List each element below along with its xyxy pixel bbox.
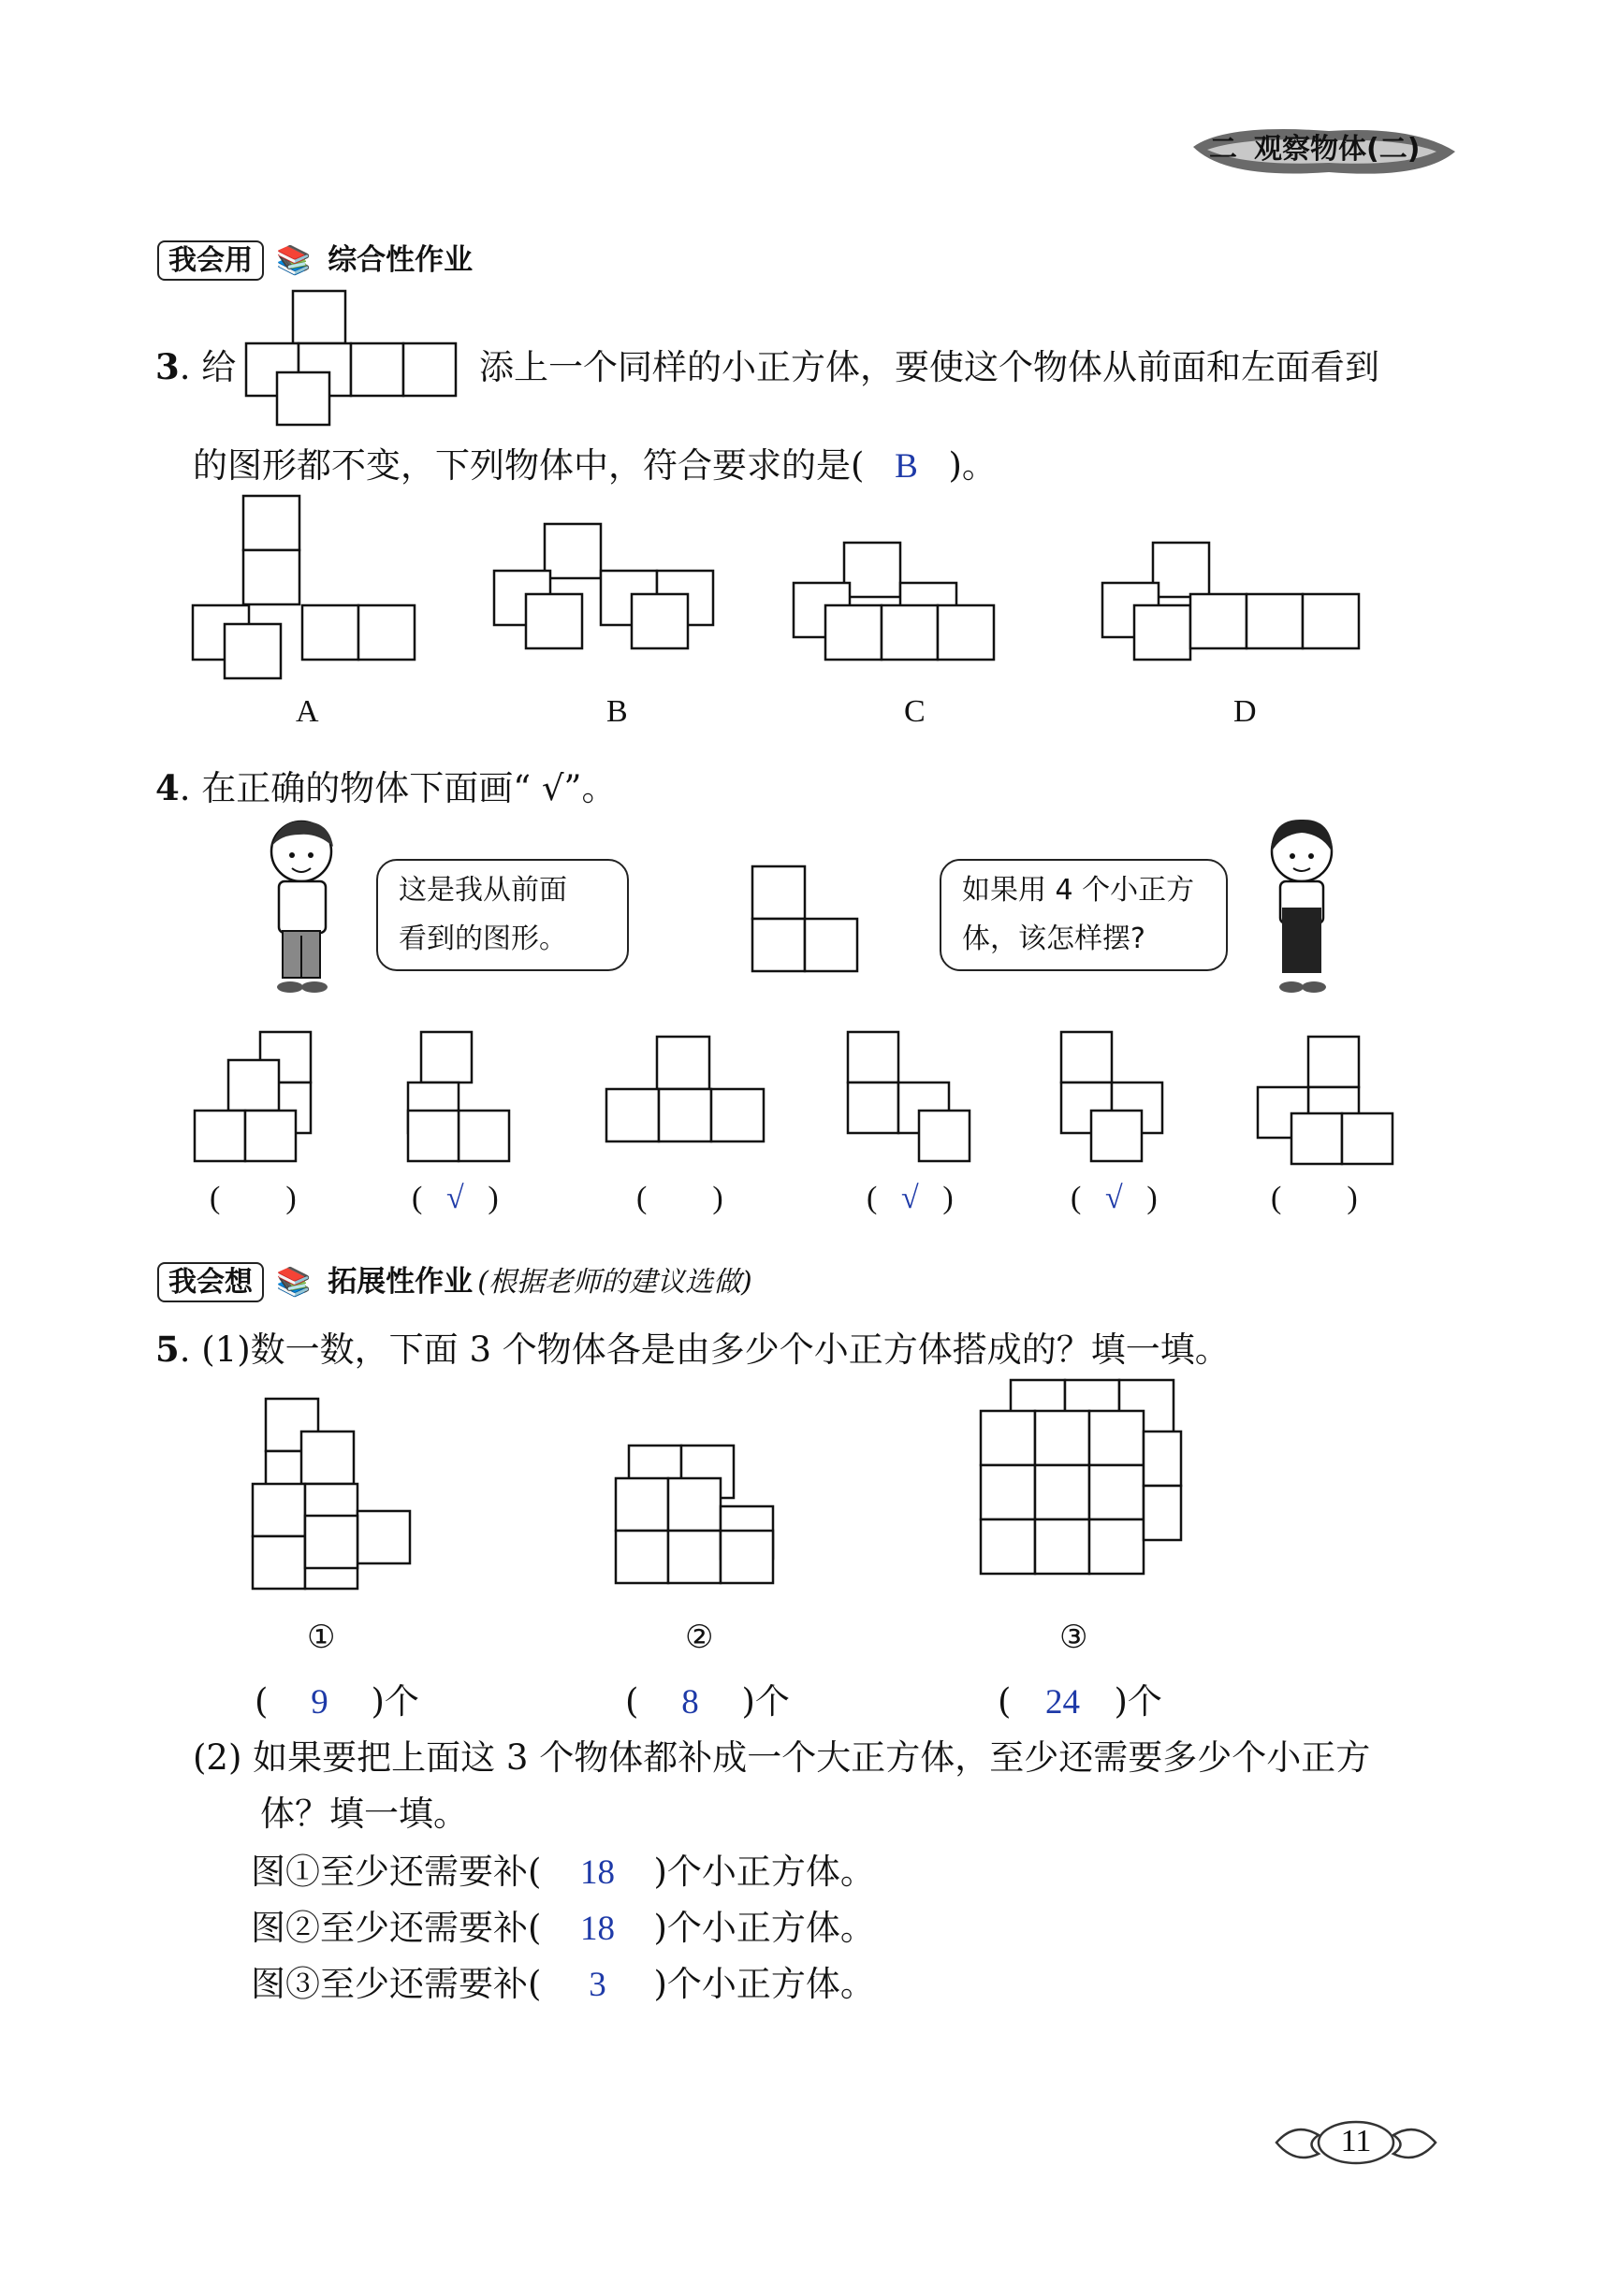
fill-line-1: 图①至少还需要补( 18 )个小正方体。 [251, 1852, 875, 1892]
answer-value: 24 [1044, 1683, 1080, 1722]
bubble-line: 如果用 4 个小正方 [962, 874, 1195, 907]
stack-figure-3 [973, 1375, 1207, 1600]
choice-mark-1: ( ) [210, 1181, 297, 1215]
chapter-header [1188, 114, 1460, 170]
front-view-figure [749, 863, 870, 984]
bubble-line: 看到的图形。 [399, 923, 567, 955]
section-note: (根据老师的建议选做) [477, 1266, 752, 1299]
choice-figure-5 [1054, 1024, 1213, 1174]
option-figure-a [185, 491, 429, 688]
fill-line-2: 图②至少还需要补( 18 )个小正方体。 [251, 1908, 875, 1948]
count-answer-2: ( 8 )个 [625, 1681, 790, 1722]
books-icon: 📚 [276, 1266, 312, 1299]
answer-value: 8 [681, 1683, 699, 1722]
answer-value: 18 [579, 1910, 615, 1948]
question-text: 的图形都不变，下列物体中，符合要求的是( [193, 445, 865, 486]
section-header-2 [157, 1257, 752, 1300]
chapter-title: 观察物体(二) [1254, 133, 1421, 166]
answer-value: 9 [311, 1683, 328, 1722]
option-figure-d [1095, 538, 1385, 678]
q3-line2 [193, 437, 997, 487]
question-text: )。 [948, 445, 997, 486]
count-answer-1: ( 9 )个 [255, 1681, 419, 1722]
question-text: . 给 [179, 347, 237, 387]
figure-label-1: ① [307, 1620, 336, 1655]
question-number: 4 [155, 767, 180, 808]
choice-figure-4 [840, 1024, 999, 1174]
choice-figure-2 [401, 1024, 541, 1174]
section-badge: 我会想 [157, 1262, 264, 1302]
chapter-number: 二 [1209, 133, 1237, 166]
section-badge: 我会用 [157, 240, 264, 281]
q5-part2-line2: 体？填一填。 [260, 1794, 468, 1834]
girl-speech-bubble [940, 859, 1228, 971]
choice-mark-6: ( ) [1271, 1181, 1358, 1215]
figure-label-3: ③ [1059, 1620, 1088, 1655]
answer-value: B [895, 447, 918, 486]
q5-part2-line1: (2) 如果要把上面这 3 个物体都补成一个大正方体，至少还需要多少个小正方 [193, 1737, 1371, 1778]
bubble-line: 体，该怎样摆? [962, 923, 1145, 955]
q3-line1-start [155, 339, 236, 389]
q3-line1-end: 添上一个同样的小正方体，要使这个物体从前面和左面看到 [479, 347, 1379, 387]
fill-line-3: 图③至少还需要补( 3 )个小正方体。 [251, 1964, 875, 2004]
choice-mark-4: ( √ ) [867, 1181, 954, 1215]
stack-figure-2 [608, 1441, 814, 1605]
option-label-c: C [904, 694, 926, 729]
figure-label-2: ② [685, 1620, 714, 1655]
page-number: 11 [1340, 2124, 1372, 2158]
question-number: 3 [155, 346, 180, 387]
choice-figure-6 [1254, 1029, 1404, 1170]
option-figure-c [786, 538, 1029, 678]
option-label-a: A [296, 694, 319, 729]
boy-illustration [253, 814, 356, 1010]
answer-value: 18 [579, 1853, 615, 1892]
section-title: 拓展性作业 [328, 1265, 474, 1299]
section-title: 综合性作业 [328, 243, 474, 277]
question-text: . (1)数一数，下面 3 个物体各是由多少个小正方体搭成的？填一填。 [179, 1330, 1230, 1370]
boy-speech-bubble [376, 859, 629, 971]
choice-figure-1 [187, 1024, 346, 1174]
choice-figure-3 [599, 1029, 786, 1170]
girl-illustration [1250, 814, 1353, 1010]
choice-mark-5: ( √ ) [1071, 1181, 1158, 1215]
option-label-b: B [606, 694, 628, 729]
stack-figure-1 [245, 1394, 451, 1605]
q4-prompt [155, 760, 616, 810]
bubble-line: 这是我从前面 [399, 874, 567, 907]
option-label-d: D [1233, 694, 1257, 729]
q3-reference-figure [240, 286, 474, 436]
answer-value: 3 [589, 1966, 606, 2004]
q5-prompt [155, 1321, 1230, 1372]
page-number-ornament [1267, 2116, 1445, 2169]
books-icon: 📚 [276, 244, 312, 277]
question-text: . 在正确的物体下面画“ √”。 [179, 768, 617, 808]
count-answer-3: ( 24 )个 [998, 1681, 1162, 1722]
section-header-1 [157, 236, 473, 278]
choice-mark-2: ( √ ) [412, 1181, 499, 1215]
question-number: 5 [155, 1329, 180, 1370]
choice-mark-3: ( ) [636, 1181, 723, 1215]
option-figure-b [487, 519, 730, 678]
